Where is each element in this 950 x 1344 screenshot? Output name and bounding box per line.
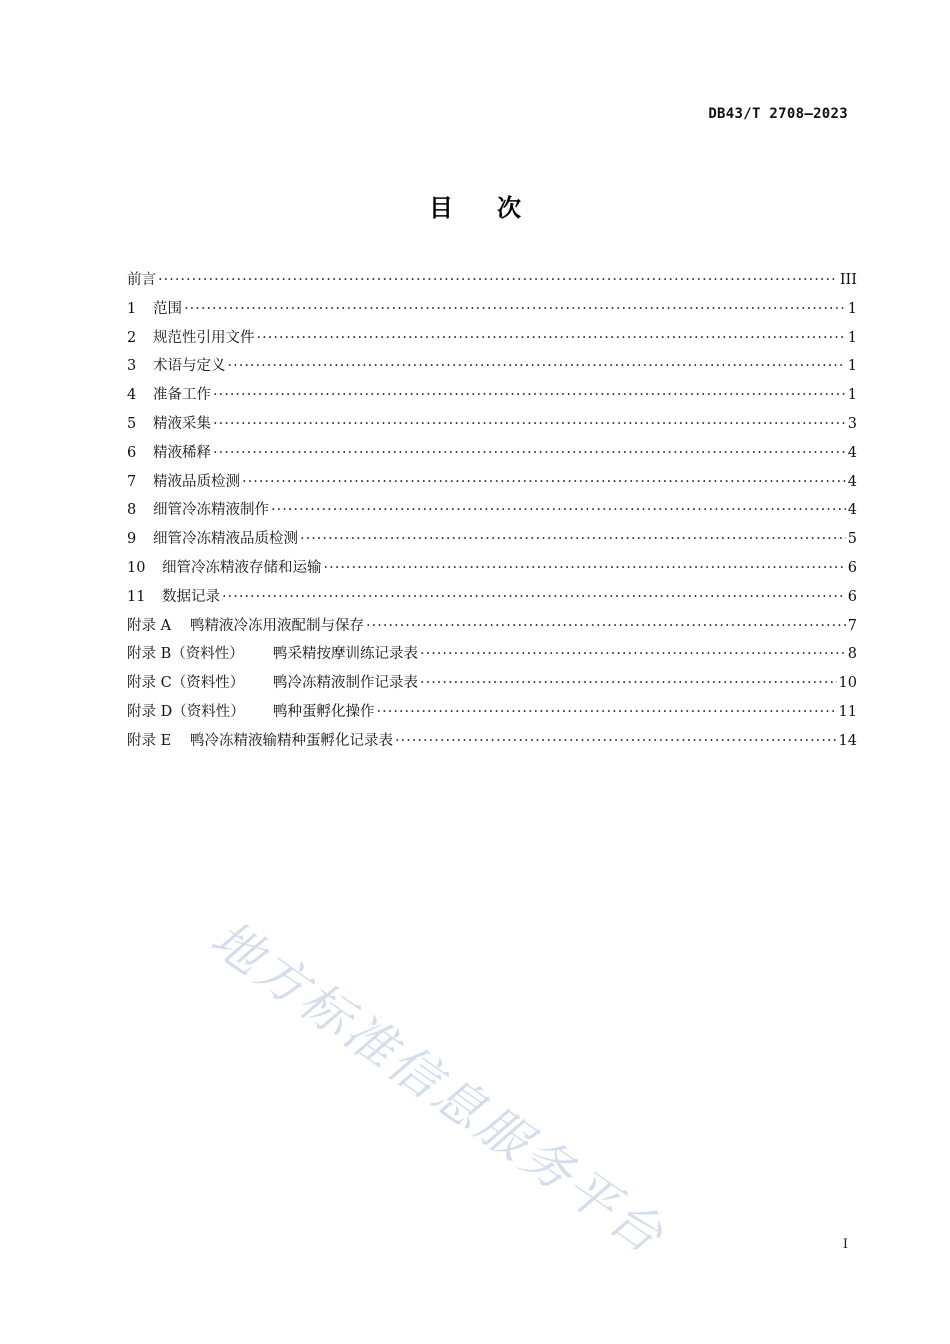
dot-leader bbox=[300, 525, 846, 554]
dot-leader bbox=[271, 496, 846, 525]
toc-label: 精液稀释 bbox=[153, 444, 211, 461]
dot-leader bbox=[420, 640, 846, 669]
toc-page-number: 1 bbox=[847, 387, 857, 404]
toc-label: 精液采集 bbox=[153, 415, 211, 432]
toc-number: 附录 E bbox=[127, 732, 172, 749]
toc-entry-5[interactable] bbox=[127, 410, 857, 439]
dot-leader bbox=[213, 381, 846, 410]
title-char-2: 次 bbox=[497, 194, 521, 222]
toc-number: 5 bbox=[127, 415, 137, 432]
toc-number: 10 bbox=[127, 559, 146, 576]
toc-label: 鸭冷冻精液制作记录表 bbox=[273, 675, 418, 692]
toc-number: 附录 B（资料性） bbox=[127, 646, 244, 663]
toc-entry-foreword[interactable] bbox=[127, 266, 857, 295]
toc-page-number: 1 bbox=[847, 329, 857, 346]
toc-label: 数据记录 bbox=[162, 588, 220, 605]
toc-page-number: 4 bbox=[847, 502, 857, 519]
toc-number: 11 bbox=[127, 588, 146, 605]
toc-number: 2 bbox=[127, 329, 137, 346]
dot-leader bbox=[184, 295, 846, 324]
toc-number: 附录 C（资料性） bbox=[127, 675, 245, 692]
toc-label: 鸭种蛋孵化操作 bbox=[273, 703, 375, 720]
toc-entry-11[interactable] bbox=[127, 583, 857, 612]
dot-leader bbox=[213, 410, 846, 439]
toc-page-number: 6 bbox=[847, 588, 857, 605]
toc-page-number: 5 bbox=[847, 531, 857, 548]
toc-page-number: 4 bbox=[847, 473, 857, 490]
toc-label: 细管冷冻精液存储和运输 bbox=[162, 559, 322, 576]
toc-page-number: 4 bbox=[847, 444, 857, 461]
toc-page-number: 1 bbox=[847, 300, 857, 317]
toc-number: 3 bbox=[127, 358, 137, 375]
toc-page-number: 6 bbox=[847, 559, 857, 576]
toc-label: 前言 bbox=[127, 272, 156, 288]
toc-entry-9[interactable] bbox=[127, 525, 857, 554]
document-code: DB43/T 2708—2023 bbox=[708, 106, 848, 122]
toc-page-number: 10 bbox=[838, 675, 857, 692]
dot-leader bbox=[242, 468, 846, 497]
toc-entry-1[interactable] bbox=[127, 295, 857, 324]
toc-label: 鸭冷冻精液输精种蛋孵化记录表 bbox=[190, 732, 393, 749]
toc-number: 4 bbox=[127, 387, 137, 404]
toc-entry-2[interactable] bbox=[127, 324, 857, 353]
page-number: I bbox=[842, 1237, 848, 1252]
toc-page-number: 7 bbox=[847, 617, 857, 634]
toc-page-number: III bbox=[839, 272, 857, 288]
toc-number: 1 bbox=[127, 300, 137, 317]
toc-entry-10[interactable] bbox=[127, 554, 857, 583]
toc-entry-6[interactable] bbox=[127, 439, 857, 468]
toc-number: 9 bbox=[127, 531, 137, 548]
table-of-contents bbox=[127, 266, 857, 756]
toc-label: 准备工作 bbox=[153, 387, 211, 404]
toc-page-number: 1 bbox=[847, 358, 857, 375]
dot-leader bbox=[324, 554, 846, 583]
toc-number: 附录 D（资料性） bbox=[127, 703, 245, 720]
toc-entry-appendix-b[interactable] bbox=[127, 640, 857, 669]
toc-number: 附录 A bbox=[127, 617, 172, 634]
dot-leader bbox=[158, 266, 838, 295]
dot-leader bbox=[222, 583, 846, 612]
dot-leader bbox=[228, 352, 846, 381]
toc-label: 规范性引用文件 bbox=[153, 329, 255, 346]
watermark: 地方标准信息服务平台 bbox=[200, 909, 677, 1267]
toc-entry-appendix-c[interactable] bbox=[127, 669, 857, 698]
dot-leader bbox=[366, 612, 846, 641]
toc-label: 鸭精液冷冻用液配制与保存 bbox=[190, 617, 364, 634]
toc-page-number: 11 bbox=[838, 703, 857, 720]
toc-entry-appendix-a[interactable] bbox=[127, 612, 857, 641]
toc-entry-4[interactable] bbox=[127, 381, 857, 410]
toc-number: 6 bbox=[127, 444, 137, 461]
dot-leader bbox=[213, 439, 846, 468]
dot-leader bbox=[257, 324, 846, 353]
toc-label: 精液品质检测 bbox=[153, 473, 240, 490]
toc-label: 细管冷冻精液制作 bbox=[153, 502, 269, 519]
title-char-1: 目 bbox=[429, 194, 453, 222]
toc-label: 鸭采精按摩训练记录表 bbox=[273, 646, 418, 663]
toc-entry-appendix-e[interactable] bbox=[127, 727, 857, 756]
dot-leader bbox=[420, 669, 837, 698]
toc-page-number: 8 bbox=[847, 646, 857, 663]
dot-leader bbox=[377, 698, 837, 727]
toc-page-number: 3 bbox=[847, 415, 857, 432]
toc-label: 细管冷冻精液品质检测 bbox=[153, 531, 298, 548]
toc-page-number: 14 bbox=[838, 732, 857, 749]
toc-entry-3[interactable] bbox=[127, 352, 857, 381]
dot-leader bbox=[395, 727, 837, 756]
page-title bbox=[0, 188, 950, 223]
toc-entry-7[interactable] bbox=[127, 468, 857, 497]
toc-entry-appendix-d[interactable] bbox=[127, 698, 857, 727]
toc-entry-8[interactable] bbox=[127, 496, 857, 525]
toc-label: 范围 bbox=[153, 300, 182, 317]
toc-label: 术语与定义 bbox=[153, 358, 226, 375]
toc-number: 7 bbox=[127, 473, 137, 490]
toc-number: 8 bbox=[127, 502, 137, 519]
